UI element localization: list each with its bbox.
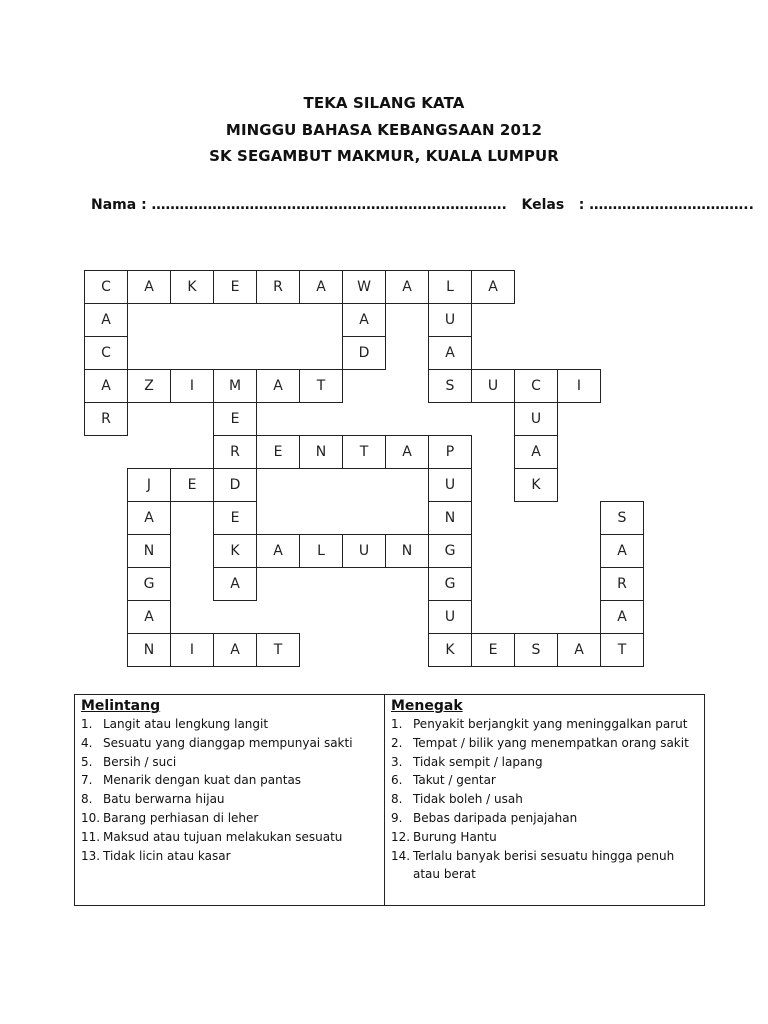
crossword-cell: E [213,402,257,436]
down-heading: Menegak [391,698,463,714]
clue-text: Tempat / bilik yang menempatkan orang sakit [413,735,689,750]
crossword-cell: K [428,633,472,667]
across-clue [81,790,378,809]
crossword-cell: A [600,600,644,634]
crossword-cell: E [213,270,257,304]
crossword-cell: A [557,633,601,667]
clue-number: 1. [81,717,93,731]
clue-text: Tidak boleh / usah [413,792,523,807]
crossword-cell: R [213,435,257,469]
clues-table [74,694,705,906]
clue-number: 9. [391,810,403,825]
crossword-cell: A [127,600,171,634]
clue-text: Batu berwarna hijau [103,792,225,807]
crossword-cell: A [342,303,386,337]
clue-number: 2. [391,735,403,750]
crossword-cell: A [514,435,558,469]
crossword-cell: A [127,501,171,535]
crossword-cell: N [127,633,171,667]
across-clue [81,715,378,734]
crossword-cell: A [84,303,128,337]
clue-text: Terlalu banyak berisi sesuatu hingga penuh atau berat [413,848,675,882]
crossword-cell: A [127,270,171,304]
crossword-cell: G [428,567,472,601]
crossword-cell: T [299,369,343,403]
crossword-cell: W [342,270,386,304]
crossword-cell: U [428,600,472,634]
clue-text: Langit atau lengkung langit [103,717,269,731]
crossword-cell: N [127,534,171,568]
across-clues [75,695,385,905]
crossword-cell: N [385,534,429,568]
crossword-cell: C [514,369,558,403]
across-clue [81,734,378,753]
crossword-cell: T [342,435,386,469]
down-clue [391,847,698,885]
crossword-cell: U [342,534,386,568]
clue-text: Barang perhiasan di leher [103,810,259,825]
crossword-cell: E [471,633,515,667]
clue-text: Bebas daripada penjajahan [413,810,578,825]
clue-number: 8. [391,792,403,807]
down-clue [391,715,698,734]
crossword-cell: C [84,336,128,370]
crossword-cell: G [428,534,472,568]
crossword-cell: P [428,435,472,469]
clue-number: 5. [81,754,93,769]
clue-number: 8. [81,792,93,807]
down-clue [391,771,698,790]
crossword-cell: A [256,369,300,403]
crossword-cell: S [600,501,644,535]
across-clue [81,847,378,866]
clue-number: 3. [391,754,403,769]
crossword-cell: I [170,633,214,667]
crossword-cell: A [213,567,257,601]
school-name: SK SEGAMBUT MAKMUR, KUALA LUMPUR [209,147,559,165]
crossword-cell: E [213,501,257,535]
across-list [81,715,378,865]
clue-text: Tidak sempit / lapang [413,754,543,769]
crossword-cell: R [256,270,300,304]
crossword-cell: E [170,468,214,502]
crossword-cell: A [471,270,515,304]
crossword-cell: A [385,270,429,304]
crossword-cell: L [299,534,343,568]
clue-text: Burung Hantu [413,829,497,844]
down-clues [385,695,704,905]
crossword-cell: T [256,633,300,667]
clue-text: Tidak licin atau kasar [103,848,231,863]
down-clue [391,809,698,828]
crossword-cell: L [428,270,472,304]
crossword-cell: J [127,468,171,502]
across-heading: Melintang [81,698,161,714]
crossword-cell: K [514,468,558,502]
crossword-cell: E [256,435,300,469]
crossword-cell: A [84,369,128,403]
clue-number: 10. [81,810,101,825]
clue-text: Menarik dengan kuat dan pantas [103,773,302,788]
clue-number: 7. [81,773,93,788]
crossword-cell: U [514,402,558,436]
down-clue [391,790,698,809]
crossword-cell: T [600,633,644,667]
crossword-cell: A [299,270,343,304]
clue-text: Maksud atau tujuan melakukan sesuatu [103,829,343,844]
crossword-cell: I [557,369,601,403]
crossword-cell: S [428,369,472,403]
crossword-cell: K [170,270,214,304]
crossword-cell: R [600,567,644,601]
across-clue [81,753,378,772]
down-clue [391,753,698,772]
crossword-cell: Z [127,369,171,403]
crossword-cell: A [256,534,300,568]
clue-number: 6. [391,773,403,788]
crossword-cell: A [213,633,257,667]
crossword-cell: G [127,567,171,601]
crossword-cell: D [342,336,386,370]
worksheet-title: TEKA SILANG KATA [303,94,465,112]
clue-text: Penyakit berjangkit yang meninggalkan parut [413,717,688,731]
across-clue [81,809,378,828]
clue-number: 13. [81,848,101,863]
crossword-cell: U [471,369,515,403]
crossword-cell: S [514,633,558,667]
down-clue [391,734,698,753]
crossword-cell: N [428,501,472,535]
across-clue [81,828,378,847]
across-clue [81,771,378,790]
crossword-cell: A [600,534,644,568]
clue-number: 12. [391,829,411,844]
name-class-line: Nama : …………………………………………………………………. Kelas : …………………………….. [91,197,754,213]
down-list [391,715,698,884]
crossword-cell: A [428,336,472,370]
clue-text: Takut / gentar [413,773,496,788]
crossword-cell: U [428,303,472,337]
down-clue [391,828,698,847]
crossword-cell: R [84,402,128,436]
clue-number: 11. [81,829,101,844]
crossword-cell: C [84,270,128,304]
crossword-cell: N [299,435,343,469]
clue-number: 4. [81,735,93,750]
crossword-cell: M [213,369,257,403]
clue-number: 1. [391,717,403,731]
crossword-cell: A [385,435,429,469]
clue-text: Sesuatu yang dianggap mempunyai sakti [103,735,353,750]
crossword-cell: K [213,534,257,568]
clue-text: Bersih / suci [103,754,177,769]
worksheet-subtitle: MINGGU BAHASA KEBANGSAAN 2012 [225,121,543,139]
crossword-cell: I [170,369,214,403]
clue-number: 14. [391,848,411,863]
crossword-cell: U [428,468,472,502]
crossword-cell: D [213,468,257,502]
